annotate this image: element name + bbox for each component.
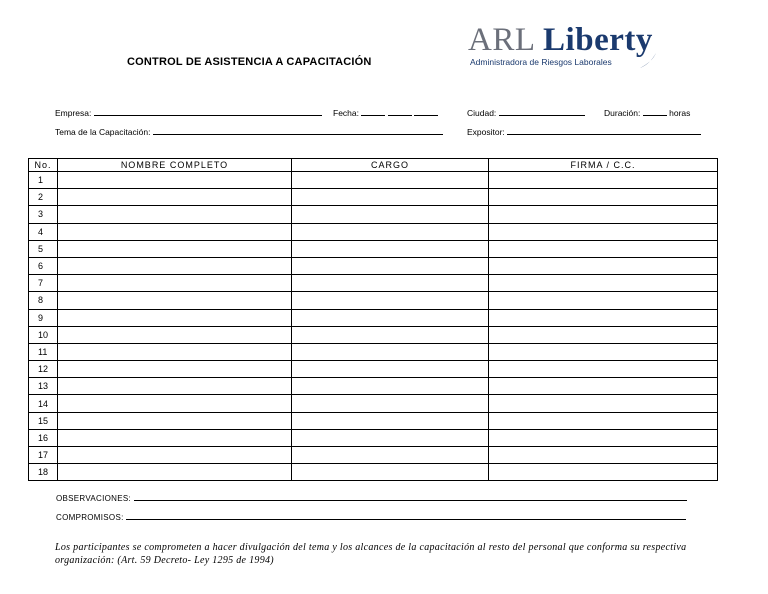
observaciones-label: OBSERVACIONES: xyxy=(56,494,132,503)
row-number: 8 xyxy=(29,292,58,309)
row-number: 12 xyxy=(29,361,58,378)
table-row xyxy=(29,429,718,446)
fecha-month-blank[interactable] xyxy=(388,107,412,116)
expositor-blank[interactable] xyxy=(507,126,701,135)
table-row xyxy=(29,309,718,326)
cargo-cell[interactable] xyxy=(292,447,489,464)
expositor-field[interactable] xyxy=(467,126,701,138)
duracion-field[interactable] xyxy=(604,107,690,119)
nombre-cell[interactable] xyxy=(58,447,292,464)
tema-blank[interactable] xyxy=(153,126,443,135)
firma-cell[interactable] xyxy=(489,447,718,464)
arl-liberty-logo xyxy=(468,22,668,72)
nombre-cell[interactable] xyxy=(58,223,292,240)
firma-cell[interactable] xyxy=(489,240,718,257)
table-row xyxy=(29,412,718,429)
cargo-cell[interactable] xyxy=(292,326,489,343)
nombre-cell[interactable] xyxy=(58,309,292,326)
logo-arl-text: ARL xyxy=(468,22,535,58)
row-number: 3 xyxy=(29,206,58,223)
row-number: 15 xyxy=(29,412,58,429)
fecha-label: Fecha: xyxy=(333,108,359,118)
ciudad-blank[interactable] xyxy=(499,107,585,116)
observaciones-blank[interactable] xyxy=(134,492,687,501)
table-row xyxy=(29,292,718,309)
table-row xyxy=(29,378,718,395)
nombre-cell[interactable] xyxy=(58,326,292,343)
table-row xyxy=(29,361,718,378)
empresa-label: Empresa: xyxy=(55,108,92,118)
logo-subtitle: Administradora de Riesgos Laborales xyxy=(470,57,612,67)
firma-cell[interactable] xyxy=(489,206,718,223)
table-row xyxy=(29,326,718,343)
cargo-cell[interactable] xyxy=(292,223,489,240)
row-number: 13 xyxy=(29,378,58,395)
cargo-cell[interactable] xyxy=(292,378,489,395)
table-row xyxy=(29,223,718,240)
row-number: 17 xyxy=(29,447,58,464)
firma-cell[interactable] xyxy=(489,309,718,326)
duracion-label: Duración: xyxy=(604,108,641,118)
nombre-cell[interactable] xyxy=(58,240,292,257)
firma-cell[interactable] xyxy=(489,395,718,412)
table-row xyxy=(29,447,718,464)
header-firma: FIRMA / C.C. xyxy=(489,159,718,172)
cargo-cell[interactable] xyxy=(292,309,489,326)
row-number: 18 xyxy=(29,464,58,481)
cargo-cell[interactable] xyxy=(292,206,489,223)
observaciones-field[interactable] xyxy=(56,492,687,504)
table-body xyxy=(29,172,718,481)
cargo-cell[interactable] xyxy=(292,172,489,189)
firma-cell[interactable] xyxy=(489,172,718,189)
table-row xyxy=(29,464,718,481)
table-row xyxy=(29,240,718,257)
attendance-table xyxy=(28,158,718,481)
header-cargo: CARGO xyxy=(292,159,489,172)
firma-cell[interactable] xyxy=(489,464,718,481)
nombre-cell[interactable] xyxy=(58,292,292,309)
row-number: 11 xyxy=(29,343,58,360)
row-number: 10 xyxy=(29,326,58,343)
table-header-row xyxy=(29,159,718,172)
empresa-blank[interactable] xyxy=(94,107,322,116)
row-number: 1 xyxy=(29,172,58,189)
firma-cell[interactable] xyxy=(489,275,718,292)
tema-field[interactable] xyxy=(55,126,443,138)
nombre-cell[interactable] xyxy=(58,343,292,360)
firma-cell[interactable] xyxy=(489,257,718,274)
fecha-field[interactable] xyxy=(333,107,438,119)
header-nombre: NOMBRE COMPLETO xyxy=(58,159,292,172)
row-number: 6 xyxy=(29,257,58,274)
table-row xyxy=(29,275,718,292)
table-row xyxy=(29,206,718,223)
empresa-field[interactable] xyxy=(55,107,322,119)
compromisos-label: COMPROMISOS: xyxy=(56,513,124,522)
firma-cell[interactable] xyxy=(489,429,718,446)
firma-cell[interactable] xyxy=(489,223,718,240)
nombre-cell[interactable] xyxy=(58,361,292,378)
table-row xyxy=(29,395,718,412)
firma-cell[interactable] xyxy=(489,189,718,206)
tema-label: Tema de la Capacitación: xyxy=(55,127,151,137)
row-number: 14 xyxy=(29,395,58,412)
legal-note: Los participantes se comprometen a hacer divulgación del tema y los alcances de la capacitación al resto del personal que conforma su respectiva organización: (Art. 59 Decreto- Ley 1295 de 1994) xyxy=(55,542,687,566)
fecha-day-blank[interactable] xyxy=(361,107,385,116)
cargo-cell[interactable] xyxy=(292,275,489,292)
firma-cell[interactable] xyxy=(489,326,718,343)
form-title: CONTROL DE ASISTENCIA A CAPACITACIÓN xyxy=(127,56,372,68)
nombre-cell[interactable] xyxy=(58,464,292,481)
nombre-cell[interactable] xyxy=(58,189,292,206)
row-number: 2 xyxy=(29,189,58,206)
cargo-cell[interactable] xyxy=(292,464,489,481)
firma-cell[interactable] xyxy=(489,292,718,309)
cargo-cell[interactable] xyxy=(292,189,489,206)
cargo-cell[interactable] xyxy=(292,240,489,257)
table-row xyxy=(29,257,718,274)
nombre-cell[interactable] xyxy=(58,275,292,292)
table-row xyxy=(29,189,718,206)
row-number: 9 xyxy=(29,309,58,326)
firma-cell[interactable] xyxy=(489,378,718,395)
logo-liberty-text: Liberty xyxy=(543,22,653,58)
cargo-cell[interactable] xyxy=(292,412,489,429)
firma-cell[interactable] xyxy=(489,412,718,429)
fecha-year-blank[interactable] xyxy=(414,107,438,116)
nombre-cell[interactable] xyxy=(58,395,292,412)
expositor-label: Expositor: xyxy=(467,127,505,137)
nombre-cell[interactable] xyxy=(58,206,292,223)
duracion-blank[interactable] xyxy=(643,107,667,116)
row-number: 16 xyxy=(29,429,58,446)
logo-wordmark xyxy=(468,22,653,58)
horas-label: horas xyxy=(669,108,691,118)
cargo-cell[interactable] xyxy=(292,343,489,360)
firma-cell[interactable] xyxy=(489,343,718,360)
compromisos-blank[interactable] xyxy=(126,511,686,520)
compromisos-field[interactable] xyxy=(56,511,686,523)
table-row xyxy=(29,343,718,360)
logo-swoosh-icon xyxy=(638,52,658,70)
nombre-cell[interactable] xyxy=(58,257,292,274)
row-number: 5 xyxy=(29,240,58,257)
cargo-cell[interactable] xyxy=(292,395,489,412)
row-number: 7 xyxy=(29,275,58,292)
ciudad-label: Ciudad: xyxy=(467,108,497,118)
nombre-cell[interactable] xyxy=(58,412,292,429)
nombre-cell[interactable] xyxy=(58,378,292,395)
firma-cell[interactable] xyxy=(489,361,718,378)
cargo-cell[interactable] xyxy=(292,429,489,446)
row-number: 4 xyxy=(29,223,58,240)
cargo-cell[interactable] xyxy=(292,361,489,378)
nombre-cell[interactable] xyxy=(58,172,292,189)
table-row xyxy=(29,172,718,189)
ciudad-field[interactable] xyxy=(467,107,585,119)
header-no: No. xyxy=(29,159,58,172)
cargo-cell[interactable] xyxy=(292,292,489,309)
cargo-cell[interactable] xyxy=(292,257,489,274)
nombre-cell[interactable] xyxy=(58,429,292,446)
